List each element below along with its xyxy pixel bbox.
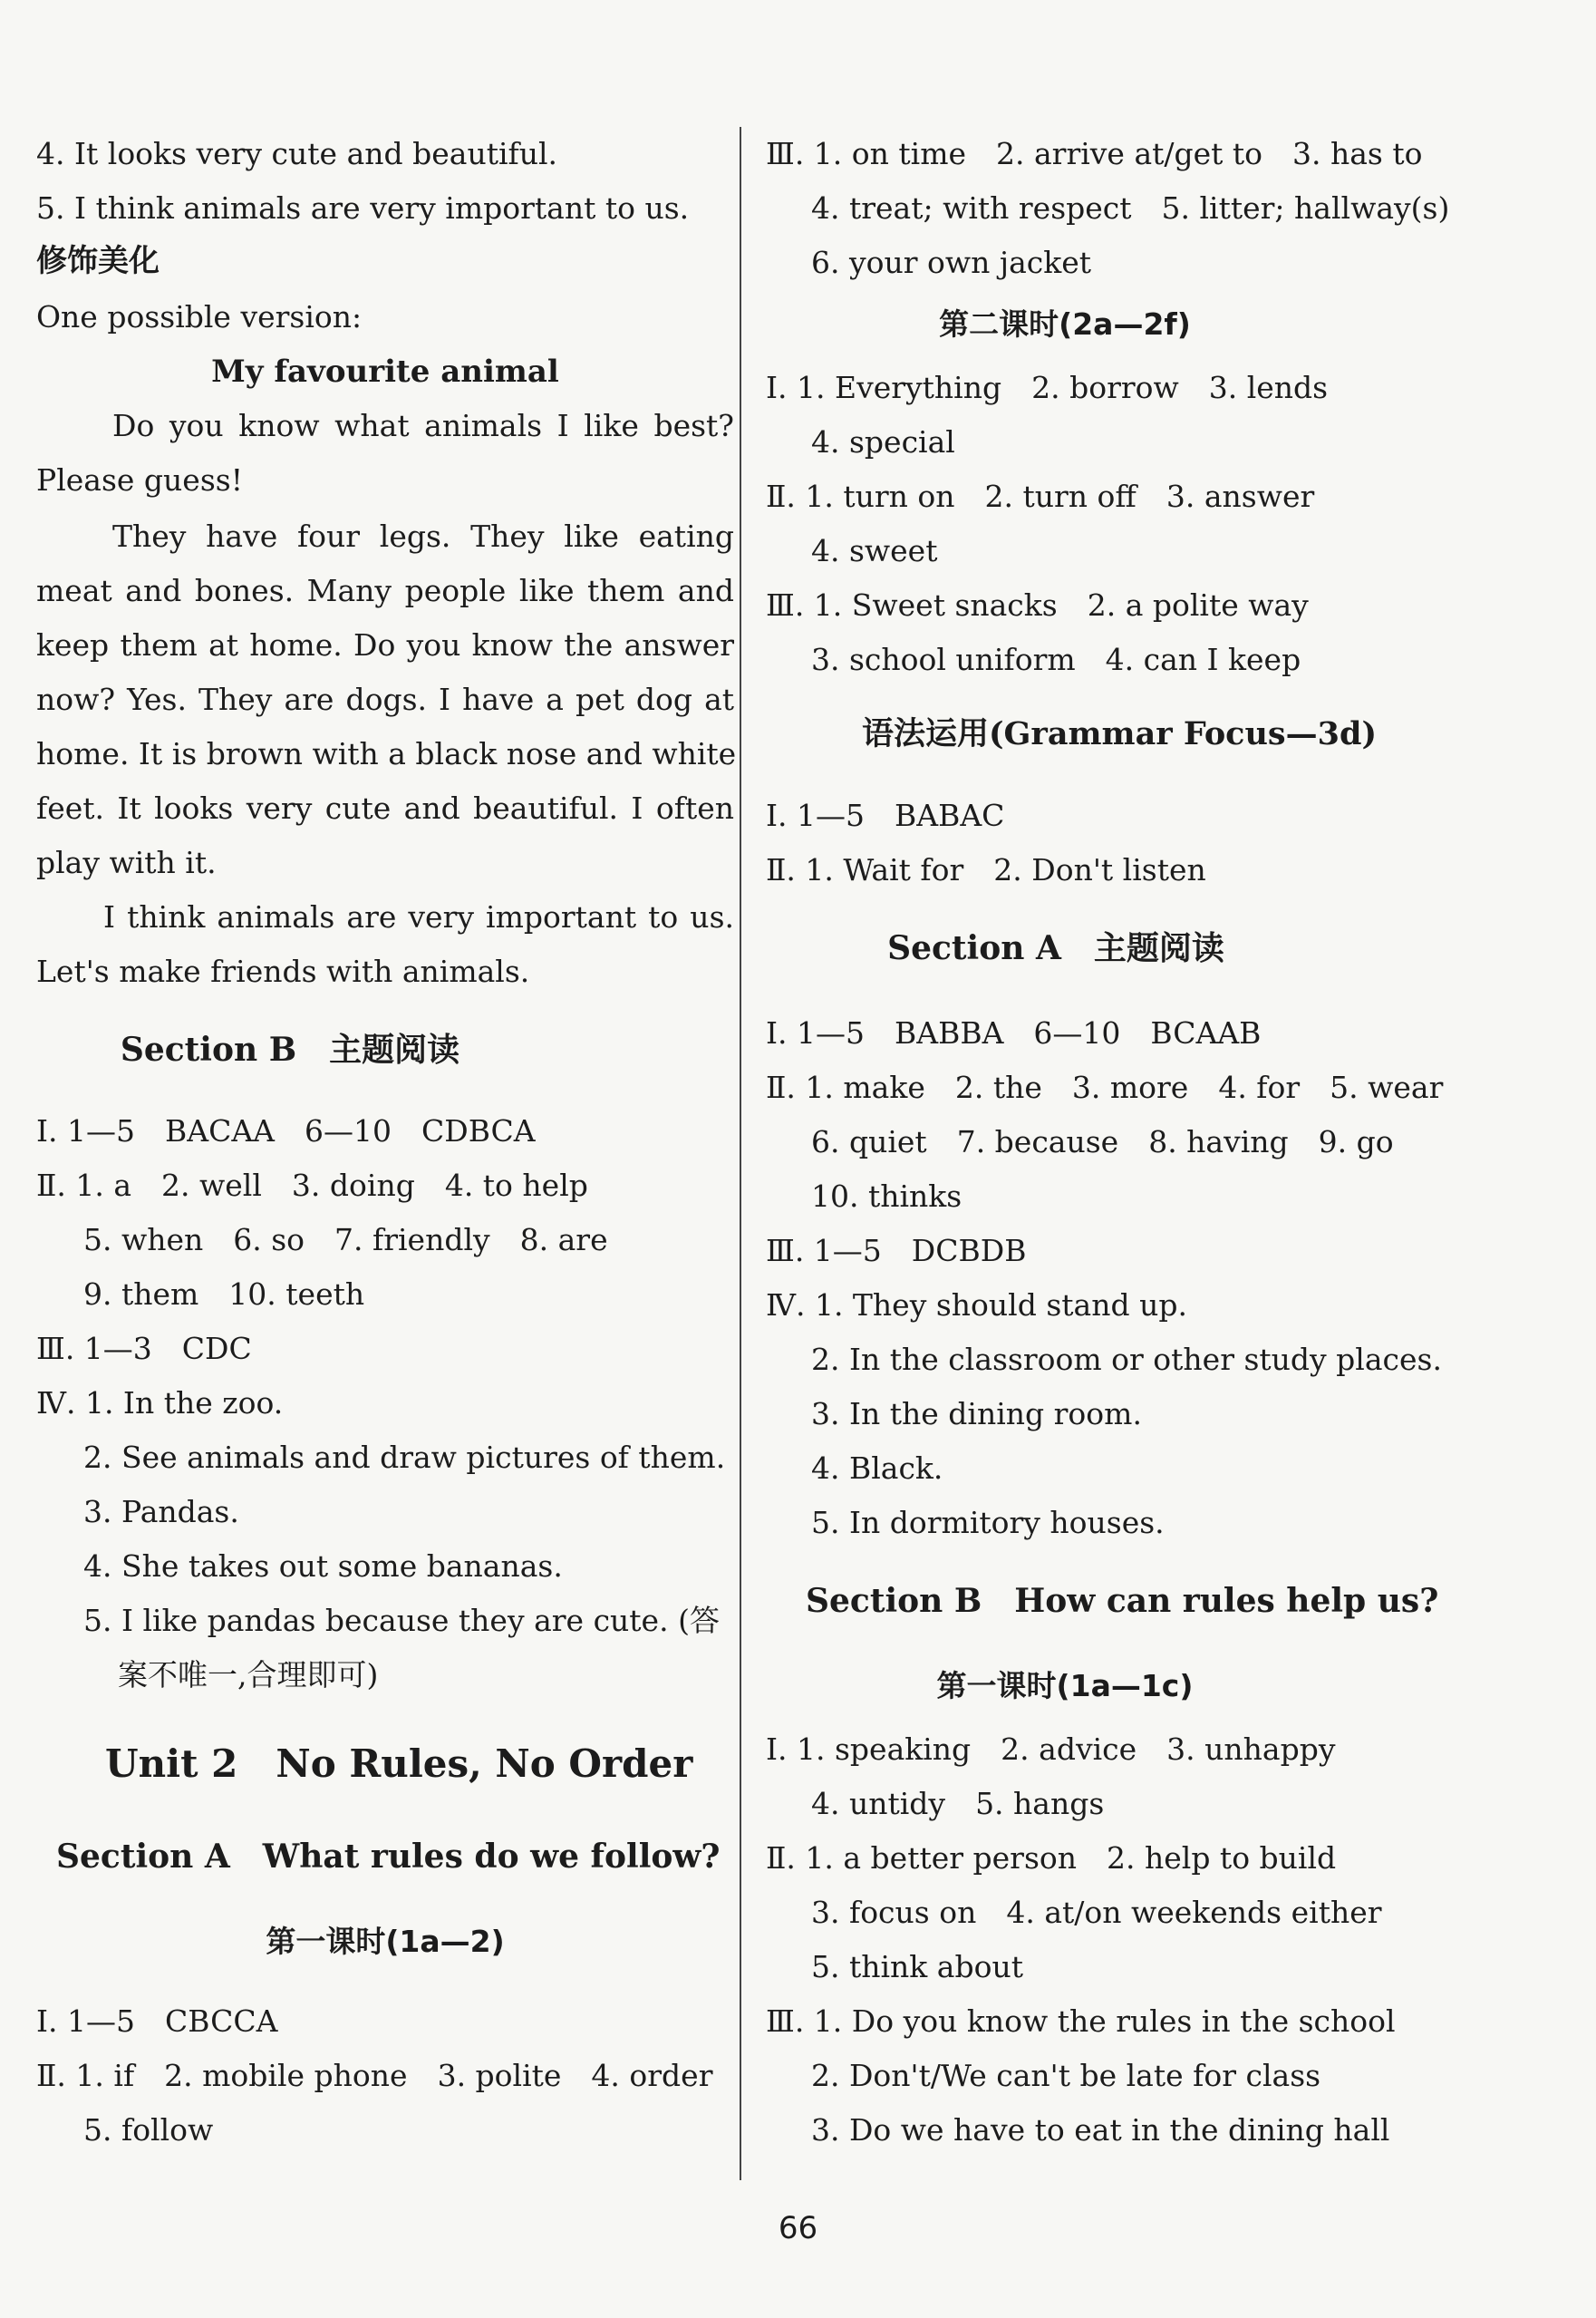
answer-line: 2. In the classroom or other study places. bbox=[811, 1342, 1442, 1377]
section-heading: Section B 主题阅读 bbox=[120, 1031, 460, 1069]
answer-line: Ⅰ. 1—5 CBCCA bbox=[36, 2003, 278, 2039]
answer-line: Ⅰ. 1—5 BABBA 6—10 BCAAB bbox=[766, 1015, 1262, 1051]
unit-heading: Unit 2 No Rules, No Order bbox=[105, 1741, 693, 1786]
answer-line: Ⅲ. 1—5 DCBDB bbox=[766, 1233, 1027, 1268]
answer-line: 6. your own jacket bbox=[811, 245, 1092, 280]
answer-line: Ⅲ. 1—3 CDC bbox=[36, 1331, 252, 1366]
answer-line: 5. I like pandas because they are cute. (答 bbox=[83, 1603, 720, 1638]
essay-line: play with it. bbox=[36, 845, 217, 880]
answer-line: 4. Black. bbox=[811, 1450, 943, 1486]
section-heading: 语法运用(Grammar Focus—3d) bbox=[861, 715, 1378, 752]
answer-line: Ⅰ. 1—5 BABAC bbox=[766, 798, 1005, 833]
essay-line: I think animals are very important to us. bbox=[103, 899, 734, 935]
answer-line: 2. See animals and draw pictures of them. bbox=[83, 1440, 726, 1475]
answer-line: Ⅳ. 1. They should stand up. bbox=[766, 1287, 1187, 1323]
answer-line: 10. thinks bbox=[811, 1178, 962, 1214]
answer-line: 3. school uniform 4. can I keep bbox=[811, 642, 1301, 677]
section-heading: Section A 主题阅读 bbox=[887, 929, 1224, 967]
answer-line: Ⅰ. 1. Everything 2. borrow 3. lends bbox=[766, 370, 1329, 405]
essay-line: meat and bones. Many people like them and bbox=[36, 573, 734, 608]
essay-title: My favourite animal bbox=[211, 354, 559, 390]
answer-line: 9. them 10. teeth bbox=[83, 1276, 365, 1312]
answer-line: Ⅰ. 1—5 BACAA 6—10 CDBCA bbox=[36, 1113, 536, 1149]
answer-line: 4. untidy 5. hangs bbox=[811, 1786, 1105, 1821]
answer-line: Ⅲ. 1. Do you know the rules in the school bbox=[766, 2003, 1396, 2039]
answer-line: 4. sweet bbox=[811, 533, 938, 568]
answer-line: 3. Pandas. bbox=[83, 1494, 239, 1529]
answer-line: 5. think about bbox=[811, 1949, 1023, 1984]
page-number: 66 bbox=[778, 2210, 818, 2246]
essay-line: Please guess! bbox=[36, 462, 243, 498]
essay-line: keep them at home. Do you know the answer bbox=[36, 627, 734, 663]
answer-line: Ⅰ. 1. speaking 2. advice 3. unhappy bbox=[766, 1731, 1336, 1767]
lesson-heading: 第一课时(1a—1c) bbox=[936, 1668, 1194, 1703]
answer-line: Ⅱ. 1. if 2. mobile phone 3. polite 4. order bbox=[36, 2058, 713, 2093]
answer-line: Ⅱ. 1. Wait for 2. Don't listen bbox=[766, 852, 1206, 887]
lesson-heading: 第二课时(2a—2f) bbox=[939, 306, 1191, 342]
essay-line: They have four legs. They like eating bbox=[112, 519, 734, 554]
answer-line: 5. In dormitory houses. bbox=[811, 1505, 1165, 1540]
answer-line: 3. Do we have to eat in the dining hall bbox=[811, 2112, 1390, 2148]
essay-line: home. It is brown with a black nose and white bbox=[36, 736, 737, 771]
answer-line: 4. She takes out some bananas. bbox=[83, 1548, 563, 1584]
section-heading: Section B How can rules help us? bbox=[806, 1582, 1439, 1620]
answer-line: 6. quiet 7. because 8. having 9. go bbox=[811, 1124, 1394, 1159]
answer-line: Ⅱ. 1. a 2. well 3. doing 4. to help bbox=[36, 1168, 588, 1203]
answer-line: Ⅱ. 1. make 2. the 3. more 4. for 5. wear bbox=[766, 1070, 1444, 1105]
column-divider bbox=[740, 127, 741, 2180]
answer-line: 案不唯一,合理即可) bbox=[118, 1657, 379, 1692]
answer-line: 4. It looks very cute and beautiful. bbox=[36, 136, 558, 171]
answer-line: Ⅳ. 1. In the zoo. bbox=[36, 1385, 284, 1421]
answer-line: 5. when 6. so 7. friendly 8. are bbox=[83, 1222, 608, 1257]
answer-line: Ⅲ. 1. on time 2. arrive at/get to 3. has to bbox=[766, 136, 1423, 171]
answer-line: 5. I think animals are very important to us. bbox=[36, 190, 690, 226]
answer-line: 2. Don't/We can't be late for class bbox=[811, 2058, 1321, 2093]
essay-line: Do you know what animals I like best? bbox=[112, 408, 734, 443]
lesson-heading: 第一课时(1a—2) bbox=[266, 1924, 505, 1959]
answer-line: 5. follow bbox=[83, 2112, 214, 2148]
answer-line: 4. treat; with respect 5. litter; hallway(s) bbox=[811, 190, 1450, 226]
text-line: One possible version: bbox=[36, 299, 363, 335]
answer-line: Ⅱ. 1. turn on 2. turn off 3. answer bbox=[766, 479, 1315, 514]
answer-line: 3. In the dining room. bbox=[811, 1396, 1142, 1431]
essay-line: Let's make friends with animals. bbox=[36, 954, 530, 989]
essay-line: feet. It looks very cute and beautiful. I often bbox=[36, 790, 734, 826]
subheading: 修饰美化 bbox=[36, 243, 160, 279]
essay-line: now? Yes. They are dogs. I have a pet dog at bbox=[36, 682, 734, 717]
answer-line: Ⅲ. 1. Sweet snacks 2. a polite way bbox=[766, 587, 1309, 623]
answer-line: 4. special bbox=[811, 424, 955, 460]
answer-line: Ⅱ. 1. a better person 2. help to build bbox=[766, 1840, 1337, 1876]
answer-line: 3. focus on 4. at/on weekends either bbox=[811, 1895, 1382, 1930]
section-heading: Section A What rules do we follow? bbox=[56, 1838, 721, 1876]
